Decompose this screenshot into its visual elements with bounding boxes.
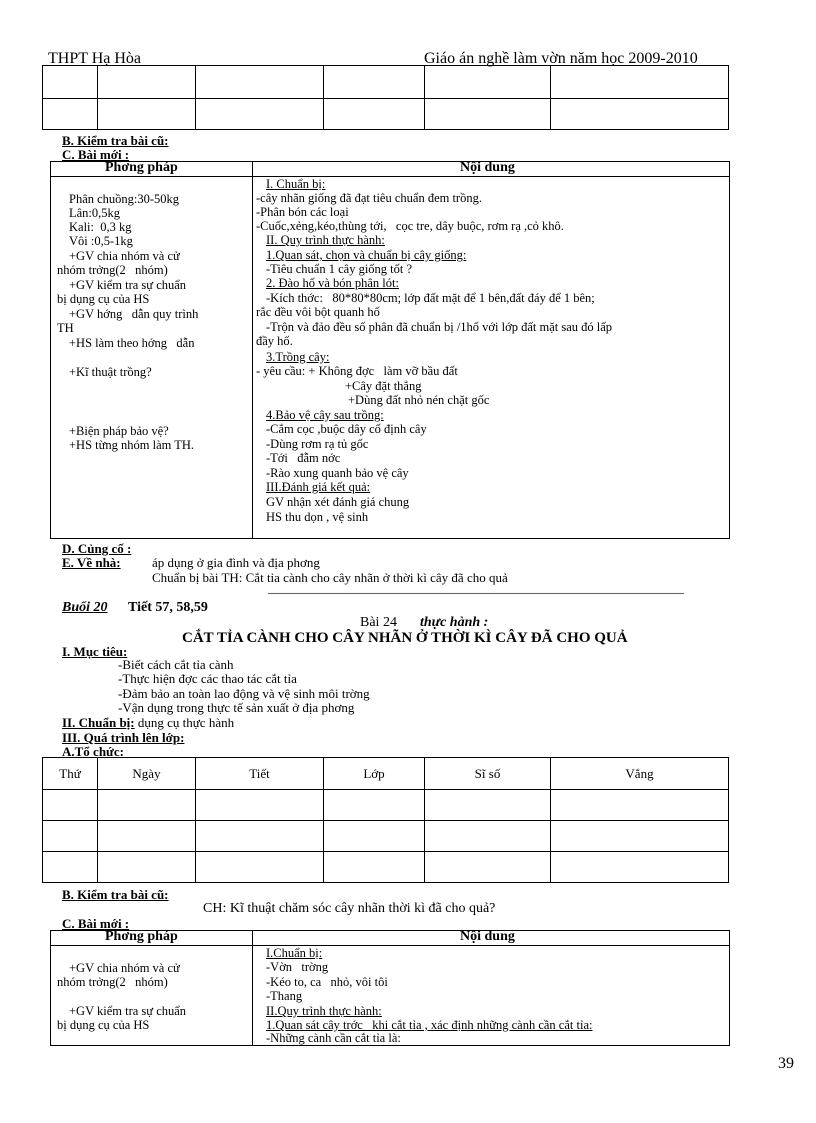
content-heading: I. Chuẩn bị: bbox=[266, 177, 326, 191]
lesson-number: Bài 24 bbox=[360, 615, 397, 630]
header-title: Giáo án nghề làm vờn năm học 2009-2010 bbox=[424, 50, 698, 67]
content-line: -Những cành cần cắt tỉa là: bbox=[266, 1031, 401, 1045]
content-line: +Dùng đất nhỏ nén chặt gốc bbox=[348, 393, 490, 407]
content-line: -Rào xung quanh bảo vệ cây bbox=[266, 466, 409, 480]
table1-content-header: Nội dung bbox=[460, 160, 515, 175]
content-line: rắc đều vôi bột quanh hố bbox=[256, 305, 380, 319]
org-col-si-so: Sĩ số bbox=[425, 758, 551, 790]
method-line: bị dụng cụ của HS bbox=[57, 292, 150, 306]
homework-line-1: áp dụng ở gia đình và địa phơng bbox=[152, 555, 320, 570]
content-heading: II. Quy trình thực hành: bbox=[266, 233, 385, 247]
content-line: -Kích thớc: 80*80*80cm; lớp đất mặt để 1 bên,đất đáy để 1 bên; bbox=[266, 291, 595, 305]
method-line: +Kĩ thuật trồng? bbox=[69, 365, 152, 379]
content-heading: I.Chuẩn bị: bbox=[266, 946, 323, 960]
review-question: CH: Kĩ thuật chăm sóc cây nhãn thời kì đã cho quả? bbox=[203, 901, 496, 916]
objective-item: -Vận dụng trong thực tế sản xuất ở địa phơng bbox=[118, 700, 355, 715]
table1-header-divider bbox=[50, 176, 730, 177]
content-heading: 2. Đào hố và bón phân lót: bbox=[266, 276, 399, 290]
table1-method-header: Phơng pháp bbox=[105, 160, 178, 175]
org-table-row bbox=[43, 821, 729, 852]
session-label: Buổi 20 bbox=[62, 600, 108, 615]
org-col-thu: Thứ bbox=[43, 758, 98, 790]
objective-item: -Thực hiện đợc các thao tác cắt tỉa bbox=[118, 671, 297, 686]
org-col-ngay: Ngày bbox=[98, 758, 196, 790]
content-line: -Tiêu chuẩn 1 cây giống tốt ? bbox=[266, 262, 413, 276]
section-c2-heading: C. Bài mới : bbox=[62, 916, 130, 931]
content-line: -Thang bbox=[266, 989, 303, 1003]
method-line: Lân:0,5kg bbox=[69, 206, 121, 220]
preparation-heading: II. Chuẩn bị: bbox=[62, 715, 135, 730]
content-heading: 4.Bảo vệ cây sau trồng: bbox=[266, 408, 384, 422]
content-line: - yêu cầu: + Không đợc làm vỡ bầu đất bbox=[256, 364, 458, 378]
content-line: GV nhận xét đánh giá chung bbox=[266, 495, 410, 509]
organization-heading: A.Tổ chức: bbox=[62, 744, 124, 759]
method-line: +GV kiểm tra sự chuẩn bbox=[69, 278, 187, 292]
content-line: -Kéo to, ca nhỏ, vôi tôi bbox=[266, 975, 388, 989]
content-heading: 1.Quan sát cây trớc khi cắt tỉa , xác định những cành cần cắt tỉa: bbox=[266, 1018, 593, 1032]
method-line: Kali: 0,3 kg bbox=[69, 220, 132, 234]
objectives-heading: I. Mục tiêu: bbox=[62, 644, 128, 659]
method-line: +GV chia nhóm và cử bbox=[69, 961, 180, 975]
method-line: +HS từng nhóm làm TH. bbox=[69, 438, 195, 452]
org-table-row bbox=[43, 852, 729, 883]
top-table-continuation bbox=[42, 65, 729, 130]
org-col-vang: Vắng bbox=[551, 758, 729, 790]
org-table-header-row bbox=[43, 758, 729, 790]
table2-column-divider bbox=[252, 930, 253, 1046]
header-school: THPT Hạ Hòa bbox=[48, 50, 142, 67]
method-line: +GV chia nhóm và cử bbox=[69, 249, 180, 263]
content-line: -Vờn trờng bbox=[266, 960, 329, 974]
method-line: Phân chuồng:30-50kg bbox=[69, 192, 180, 206]
content-line: -Phân bón các loại bbox=[256, 205, 349, 219]
page-number: 39 bbox=[778, 1055, 794, 1072]
method-line: nhóm trởng(2 nhóm) bbox=[57, 975, 168, 989]
homework-line-2: Chuẩn bị bài TH: Cắt tỉa cành cho cây nhãn ở thời kì cây đã cho quả bbox=[152, 570, 508, 585]
table2-method-header: Phơng pháp bbox=[105, 929, 178, 944]
table2-header-divider bbox=[50, 945, 730, 946]
content-line: -cây nhãn giống đã đạt tiêu chuẩn đem trồng. bbox=[256, 191, 482, 205]
preparation-text: dụng cụ thực hành bbox=[134, 715, 235, 730]
section-b2-heading: B. Kiểm tra bài cũ: bbox=[62, 887, 169, 902]
method-line: Vôi :0,5-1kg bbox=[69, 234, 133, 248]
content-line: -Tới đẫm nớc bbox=[266, 451, 341, 465]
section-d-heading: D. Củng cố : bbox=[62, 541, 132, 556]
org-col-tiet: Tiết bbox=[196, 758, 324, 790]
content-heading: II.Quy trình thực hành: bbox=[266, 1004, 382, 1018]
org-table-row bbox=[43, 790, 729, 821]
content-heading: III.Đánh giá kết quả: bbox=[266, 480, 371, 494]
table2-content-header: Nội dung bbox=[460, 929, 515, 944]
org-col-lop: Lớp bbox=[324, 758, 425, 790]
content-line: đầy hố. bbox=[256, 334, 293, 348]
procedure-heading: III. Quá trình lên lớp: bbox=[62, 730, 185, 745]
content-line: -Trộn và đảo đều số phân đã chuẩn bị /1hố với lớp đất mặt sau đó lấp bbox=[266, 320, 613, 334]
content-heading: 3.Trồng cây: bbox=[266, 350, 330, 364]
content-line: +Cây đặt thẳng bbox=[345, 379, 422, 393]
method-line: +GV kiểm tra sự chuẩn bbox=[69, 1004, 187, 1018]
section-c-heading: C. Bài mới : bbox=[62, 147, 130, 162]
content-heading: 1.Quan sát, chọn và chuẩn bị cây giống: bbox=[266, 248, 467, 262]
lesson-type: thực hành : bbox=[420, 615, 489, 630]
content-line: -Dùng rơm rạ tủ gốc bbox=[266, 437, 369, 451]
method-line: TH bbox=[57, 321, 74, 335]
section-separator: ________________________________________________________________ bbox=[268, 580, 684, 595]
table1-column-divider bbox=[252, 161, 253, 539]
period-label: Tiết 57, 58,59 bbox=[128, 600, 208, 615]
objective-item: -Đảm bảo an toàn lao động và vệ sinh môi trờng bbox=[118, 686, 370, 701]
method-line: bị dụng cụ của HS bbox=[57, 1018, 150, 1032]
section-e-heading: E. Về nhà: bbox=[62, 555, 121, 570]
method-line: +HS làm theo hớng dẫn bbox=[69, 336, 195, 350]
content-line: -Cuốc,xẻng,kéo,thùng tới, cọc tre, dây buộc, rơm rạ ,cỏ khô. bbox=[256, 219, 564, 233]
content-line: HS thu dọn , vệ sinh bbox=[266, 510, 369, 524]
content-line: -Cắm cọc ,buộc dây cố định cây bbox=[266, 422, 427, 436]
organization-table bbox=[42, 757, 729, 883]
lesson-title: CẮT TỈA CÀNH CHO CÂY NHÃN Ở THỜI KÌ CÂY ĐÃ CHO QUẢ bbox=[182, 630, 628, 646]
method-line: nhóm trởng(2 nhóm) bbox=[57, 263, 168, 277]
preparation-line bbox=[62, 715, 234, 731]
objective-item: -Biết cách cắt tỉa cành bbox=[118, 657, 234, 672]
method-line: +Biện pháp bảo vệ? bbox=[69, 424, 169, 438]
section-b-heading: B. Kiểm tra bài cũ: bbox=[62, 133, 169, 148]
method-line: +GV hớng dẫn quy trình bbox=[69, 307, 199, 321]
